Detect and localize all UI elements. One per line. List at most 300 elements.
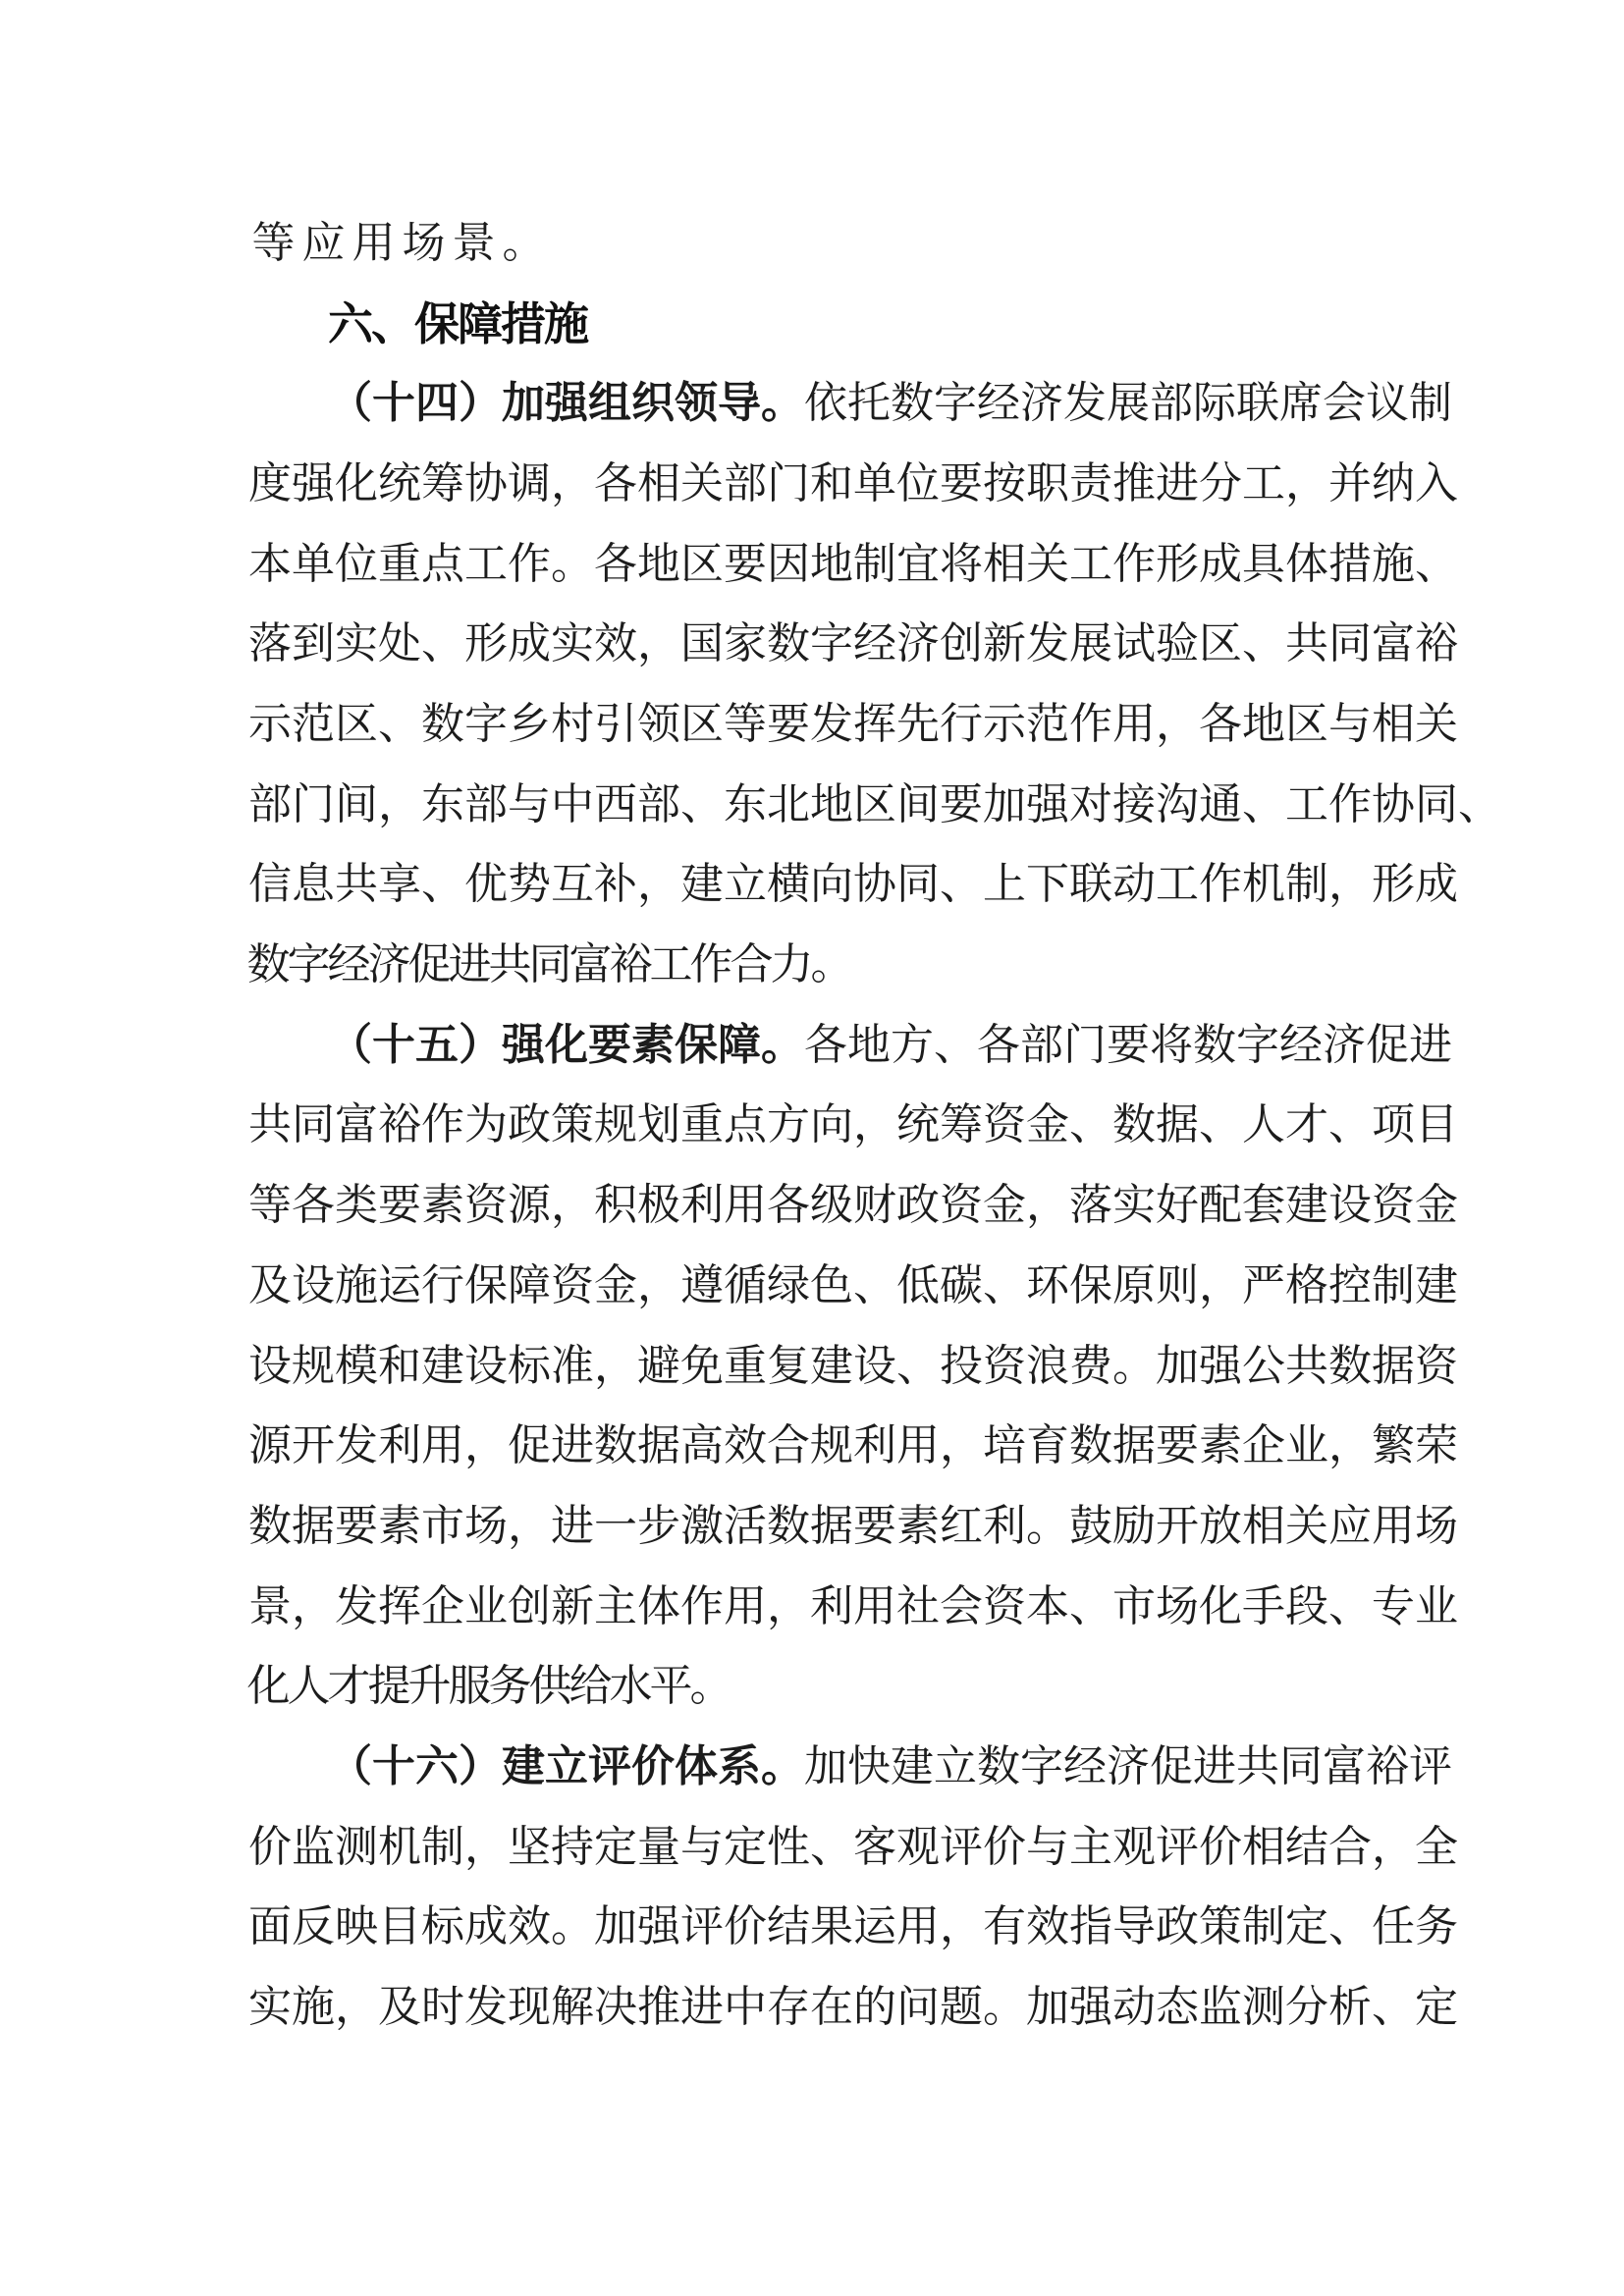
body-char: 免	[680, 1341, 724, 1390]
body-char: 控	[1328, 1260, 1372, 1309]
body-char: 荣	[1415, 1421, 1458, 1470]
body-char: 具	[1242, 539, 1285, 588]
body-char: 。	[810, 940, 854, 989]
body-char: 挥	[378, 1581, 421, 1630]
body-char: 好	[1156, 1181, 1199, 1230]
body-char: 沟	[1156, 779, 1199, 828]
body-char: 接	[1112, 779, 1156, 828]
body-char: 地	[847, 1020, 891, 1069]
body-char: 济	[1020, 379, 1063, 428]
body-char: 各	[804, 1020, 847, 1069]
body-char: 要	[378, 1181, 421, 1230]
body-char: 发	[1026, 619, 1069, 668]
body-char: 设	[853, 1341, 896, 1390]
body-char: 要	[767, 700, 810, 749]
body-char: 责	[1069, 459, 1112, 508]
body-char: 同	[1279, 1741, 1323, 1790]
body-char: 部	[637, 779, 680, 828]
body-char: 上	[983, 860, 1026, 909]
body-char: 配	[1199, 1181, 1242, 1230]
body-char: 等	[251, 219, 296, 267]
text-line	[248, 452, 1458, 516]
body-char: 投	[940, 1341, 983, 1390]
body-char: 创	[508, 1581, 551, 1630]
body-char: 资	[1415, 1341, 1458, 1390]
body-char: 存	[767, 1982, 810, 2031]
body-char: 促	[508, 1421, 551, 1470]
body-char: 点	[421, 539, 464, 588]
body-char: 新	[983, 619, 1026, 668]
body-char: 的	[853, 1982, 896, 2031]
body-char: 联	[1069, 860, 1112, 909]
body-char: 展	[1069, 619, 1112, 668]
body-char: 措	[1328, 539, 1372, 588]
body-char: 遵	[680, 1260, 724, 1309]
body-char: 素	[421, 1181, 464, 1230]
body-char: 字	[810, 619, 853, 668]
body-char: 制	[1372, 1260, 1415, 1309]
body-char: 资	[940, 1181, 983, 1230]
body-char: 间	[335, 779, 378, 828]
body-char: 励	[1112, 1501, 1156, 1550]
body-char: 门	[767, 459, 810, 508]
body-char: 素	[631, 1020, 675, 1069]
body-char: 单	[292, 539, 335, 588]
body-char: 观	[896, 1822, 940, 1871]
body-char: 工	[1242, 459, 1285, 508]
body-char: 合	[730, 940, 774, 989]
body-char: 加	[983, 779, 1026, 828]
body-char: 强	[1069, 1982, 1112, 2031]
body-char: 要	[335, 1501, 378, 1550]
body-char: 金	[983, 1181, 1026, 1230]
body-char: 、	[983, 1260, 1026, 1309]
body-char: 指	[1069, 1902, 1112, 1951]
body-char: 解	[551, 1982, 594, 2031]
body-char: 给	[568, 1662, 613, 1711]
body-char: 化	[246, 1662, 291, 1711]
body-char: 效	[724, 1421, 767, 1470]
body-char: 、	[1328, 1902, 1372, 1951]
body-char: 强	[545, 379, 588, 428]
text-line	[248, 612, 1458, 676]
body-char: 因	[767, 539, 810, 588]
body-char: 统	[896, 1100, 940, 1149]
body-char: 务	[1415, 1902, 1458, 1951]
body-char: 东	[724, 779, 767, 828]
body-char: 同	[896, 860, 940, 909]
body-char: 十	[372, 1741, 415, 1790]
body-char: 位	[896, 459, 940, 508]
body-char: ，	[1285, 459, 1328, 508]
text-line	[248, 1414, 1458, 1478]
body-char: 进	[448, 940, 492, 989]
body-char: 相	[1242, 1822, 1285, 1871]
body-char: 国	[680, 619, 724, 668]
body-char: 开	[292, 1421, 335, 1470]
body-char: 发	[335, 1421, 378, 1470]
body-char: 建	[1415, 1260, 1458, 1309]
body-char: 相	[1372, 700, 1415, 749]
body-char: 范	[1026, 700, 1069, 749]
body-char: 加	[1156, 1341, 1199, 1390]
body-char: 入	[1415, 459, 1458, 508]
body-char: 形	[1372, 860, 1415, 909]
body-char: 立	[545, 1741, 588, 1790]
body-char: 结	[767, 1902, 810, 1951]
text-line	[248, 692, 1458, 757]
body-char: 六	[415, 1741, 459, 1790]
body-char: 要	[1156, 1421, 1199, 1470]
body-char: 纳	[1372, 459, 1415, 508]
body-char: ，	[767, 1581, 810, 1630]
body-char: 协	[853, 860, 896, 909]
body-char: 补	[594, 860, 637, 909]
body-char: 要	[588, 1020, 631, 1069]
body-char: 组	[588, 379, 631, 428]
body-char: 测	[335, 1822, 378, 1871]
body-char: 价	[248, 1822, 292, 1871]
body-char: 区	[1199, 619, 1242, 668]
body-char: 则	[1156, 1260, 1199, 1309]
body-char: 形	[1156, 539, 1199, 588]
body-char: 效	[1026, 1902, 1069, 1951]
body-char: 用	[724, 1581, 767, 1630]
body-char: 级	[810, 1181, 853, 1230]
body-char: 西	[594, 779, 637, 828]
text-line	[248, 1334, 1458, 1399]
body-char: 创	[940, 619, 983, 668]
body-char: 用	[724, 1181, 767, 1230]
body-char: 极	[637, 1181, 680, 1230]
body-char: 素	[1199, 1421, 1242, 1470]
body-char: 、	[1242, 779, 1285, 828]
body-char: 要	[853, 1501, 896, 1550]
body-char: 原	[1112, 1260, 1156, 1309]
body-char: 利	[680, 1181, 724, 1230]
text-line	[248, 1173, 1458, 1238]
body-char: 化	[1199, 1581, 1242, 1630]
body-char: 数	[1112, 1100, 1156, 1149]
body-char: ，	[378, 779, 421, 828]
body-char: 进	[1409, 1020, 1452, 1069]
body-char: 字	[464, 700, 508, 749]
body-char: 场	[464, 1501, 508, 1550]
body-char: 激	[680, 1501, 724, 1550]
body-char: 各	[1199, 700, 1242, 749]
body-char: 向	[810, 860, 853, 909]
body-char: 行	[940, 700, 983, 749]
text-line	[248, 1975, 1458, 2040]
body-char: 建	[680, 860, 724, 909]
body-char: 新	[551, 1581, 594, 1630]
body-char: 应	[1328, 1501, 1372, 1550]
body-char: 加	[1026, 1982, 1069, 2031]
body-char: 到	[292, 619, 335, 668]
body-char: 发	[464, 1982, 508, 2031]
body-char: 作	[508, 539, 551, 588]
body-char: 议	[1366, 379, 1409, 428]
body-char: 施	[335, 1260, 378, 1309]
body-char: 利	[810, 1581, 853, 1630]
body-char: 地	[810, 779, 853, 828]
body-char: 展	[1107, 379, 1150, 428]
body-char: 规	[594, 1100, 637, 1149]
body-char: 享	[378, 860, 421, 909]
body-char: 工	[464, 539, 508, 588]
body-char: 字	[287, 940, 331, 989]
body-char: 保	[675, 1020, 718, 1069]
body-char: 利	[983, 1501, 1026, 1550]
body-char: 各	[767, 1181, 810, 1230]
body-char: 五	[415, 1020, 459, 1069]
body-char: 数	[246, 940, 291, 989]
body-char: 要	[940, 459, 983, 508]
body-char: 标	[508, 1341, 551, 1390]
body-char: 、	[1199, 1100, 1242, 1149]
body-char: 富	[568, 940, 613, 989]
body-char: 资	[983, 1100, 1026, 1149]
body-char: 协	[1372, 779, 1415, 828]
body-char: 水	[609, 1662, 653, 1711]
body-char: 会	[940, 1581, 983, 1630]
body-char: 态	[1156, 1982, 1199, 2031]
body-char: 强	[1026, 779, 1069, 828]
body-char: 障	[718, 1020, 761, 1069]
body-char: 监	[292, 1822, 335, 1871]
body-char: 作	[1199, 860, 1242, 909]
body-char: 政	[508, 1100, 551, 1149]
body-char: 升	[407, 1662, 452, 1711]
body-char: ，	[940, 1902, 983, 1951]
body-char: 析	[1328, 1982, 1372, 2031]
body-char: 保	[464, 1260, 508, 1309]
body-char: 领	[637, 700, 680, 749]
body-char: 坚	[508, 1822, 551, 1871]
body-char: ，	[551, 1181, 594, 1230]
body-char: 设	[248, 1341, 292, 1390]
heading-char: 障	[458, 296, 503, 350]
body-char: 持	[551, 1822, 594, 1871]
body-char: 重	[378, 539, 421, 588]
body-char: 鼓	[1069, 1501, 1112, 1550]
body-char: 要	[1107, 1020, 1150, 1069]
body-char: 。	[502, 219, 546, 267]
body-char: 与	[1026, 1822, 1069, 1871]
body-char: ）	[459, 379, 502, 428]
body-char: 织	[631, 379, 675, 428]
body-char: 成	[464, 1902, 508, 1951]
body-char: 强	[1199, 1341, 1242, 1390]
body-char: 济	[367, 940, 411, 989]
body-char: 同	[1415, 779, 1458, 828]
body-char: 时	[421, 1982, 464, 2031]
body-char: 提	[367, 1662, 411, 1711]
body-char: 规	[810, 1421, 853, 1470]
body-char: 共	[1236, 1741, 1279, 1790]
body-char: 作	[680, 1581, 724, 1630]
body-char: 推	[637, 1982, 680, 2031]
body-char: 方	[767, 1100, 810, 1149]
body-char: 、	[421, 619, 464, 668]
body-char: 性	[767, 1822, 810, 1871]
body-char: 套	[1242, 1181, 1285, 1230]
body-char: 业	[1285, 1421, 1328, 1470]
body-char: 价	[983, 1822, 1026, 1871]
body-char: ，	[1156, 700, 1199, 749]
body-char: ，	[853, 1100, 896, 1149]
body-char: 才	[1285, 1100, 1328, 1149]
text-line	[248, 1815, 1458, 1880]
body-char: 评	[1409, 1741, 1452, 1790]
body-char: 务	[488, 1662, 532, 1711]
body-char: 将	[940, 539, 983, 588]
body-char: 发	[810, 700, 853, 749]
body-char: 发	[335, 1581, 378, 1630]
body-char: ，	[1199, 1260, 1242, 1309]
body-char: 主	[1069, 1822, 1112, 1871]
text-line	[329, 1013, 1452, 1078]
body-char: 建	[421, 1341, 464, 1390]
body-char: 动	[1112, 860, 1156, 909]
body-char: 、	[940, 860, 983, 909]
body-char: 、	[896, 1341, 940, 1390]
body-char: 标	[421, 1902, 464, 1951]
body-char: 要	[940, 779, 983, 828]
text-line	[248, 1575, 1458, 1639]
body-char: 部	[464, 779, 508, 828]
body-char: （	[329, 1741, 372, 1790]
body-char: 宜	[896, 539, 940, 588]
body-char: （	[329, 1020, 372, 1069]
body-char: 经	[853, 619, 896, 668]
body-char: 与	[508, 779, 551, 828]
body-char: ，	[292, 1581, 335, 1630]
section-heading	[329, 292, 588, 356]
body-char: 十	[372, 379, 415, 428]
body-char: 工	[1285, 779, 1328, 828]
body-char: 据	[292, 1501, 335, 1550]
body-char: 关	[680, 459, 724, 508]
body-char: 重	[680, 1100, 724, 1149]
body-char: 作	[1328, 779, 1372, 828]
body-char: 处	[378, 619, 421, 668]
body-char: 区	[680, 700, 724, 749]
body-char: 作	[1069, 700, 1112, 749]
body-char: 施	[1372, 539, 1415, 588]
body-char: 与	[1328, 700, 1372, 749]
body-char: 制	[1285, 860, 1328, 909]
text-line	[248, 1895, 1458, 1959]
body-char: 推	[1112, 459, 1156, 508]
body-char: ，	[1328, 1421, 1372, 1470]
body-char: 共	[335, 860, 378, 909]
body-char: 资	[983, 1581, 1026, 1630]
body-char: 调	[508, 459, 551, 508]
body-char: 、	[1069, 1100, 1112, 1149]
body-char: 用	[853, 1581, 896, 1630]
body-char: 与	[680, 1822, 724, 1871]
body-char: 费	[1069, 1341, 1112, 1390]
body-char: 富	[335, 1100, 378, 1149]
body-char: 共	[248, 1100, 292, 1149]
body-char: 际	[1193, 379, 1236, 428]
body-char: 相	[637, 459, 680, 508]
heading-char: 保	[414, 296, 460, 350]
text-line	[248, 1254, 1458, 1318]
body-char: 部	[724, 459, 767, 508]
body-char: 行	[421, 1260, 464, 1309]
body-char: 度	[248, 459, 292, 508]
body-char: 各	[594, 539, 637, 588]
body-char: 严	[1242, 1260, 1285, 1309]
body-char: 地	[810, 539, 853, 588]
body-char: 项	[1372, 1100, 1415, 1149]
body-char: 据	[1156, 1100, 1199, 1149]
body-char: 数	[891, 379, 934, 428]
body-char: 用	[896, 1421, 940, 1470]
body-char: 活	[724, 1501, 767, 1550]
body-char: 通	[1199, 779, 1242, 828]
body-char: 。	[761, 1741, 804, 1790]
body-char: 观	[1112, 1822, 1156, 1871]
body-char: 信	[248, 860, 292, 909]
heading-char: 六	[328, 296, 373, 350]
body-char: 工	[1069, 539, 1112, 588]
body-char: 育	[1026, 1421, 1069, 1470]
body-char: 。	[689, 1662, 733, 1711]
body-char: 各	[977, 1020, 1020, 1069]
body-char: 决	[594, 1982, 637, 2031]
body-char: 十	[372, 1020, 415, 1069]
body-char: 运	[378, 1260, 421, 1309]
body-char: 数	[767, 1501, 810, 1550]
body-char: 加	[594, 1902, 637, 1951]
body-char: 数	[977, 1741, 1020, 1790]
body-char: 等	[248, 1181, 292, 1230]
body-char: 导	[1112, 1902, 1156, 1951]
body-char: 运	[853, 1902, 896, 1951]
body-char: 试	[1112, 619, 1156, 668]
body-char: 循	[724, 1260, 767, 1309]
body-char: 部	[1150, 379, 1193, 428]
body-char: 济	[1323, 1020, 1366, 1069]
body-char: 成	[1415, 860, 1458, 909]
body-char: ）	[459, 1741, 502, 1790]
body-char: 碳	[940, 1260, 983, 1309]
body-char: 市	[1112, 1581, 1156, 1630]
body-char: 模	[335, 1341, 378, 1390]
body-char: 重	[724, 1341, 767, 1390]
body-char: 价	[724, 1902, 767, 1951]
body-char: 并	[1328, 459, 1372, 508]
body-char: 公	[1242, 1341, 1285, 1390]
body-char: 制	[1409, 379, 1452, 428]
body-char: 数	[421, 700, 464, 749]
body-char: 量	[637, 1822, 680, 1871]
body-char: 定	[724, 1822, 767, 1871]
body-char: 促	[1150, 1741, 1193, 1790]
body-char: 、	[1372, 1982, 1415, 2031]
body-char: 作	[421, 1100, 464, 1149]
body-char: 专	[1372, 1581, 1415, 1630]
body-char: 部	[1020, 1020, 1063, 1069]
body-char: 资	[464, 1181, 508, 1230]
body-char: 互	[551, 860, 594, 909]
body-char: 协	[464, 459, 508, 508]
body-char: 作	[1112, 539, 1156, 588]
body-char: 建	[810, 1341, 853, 1390]
